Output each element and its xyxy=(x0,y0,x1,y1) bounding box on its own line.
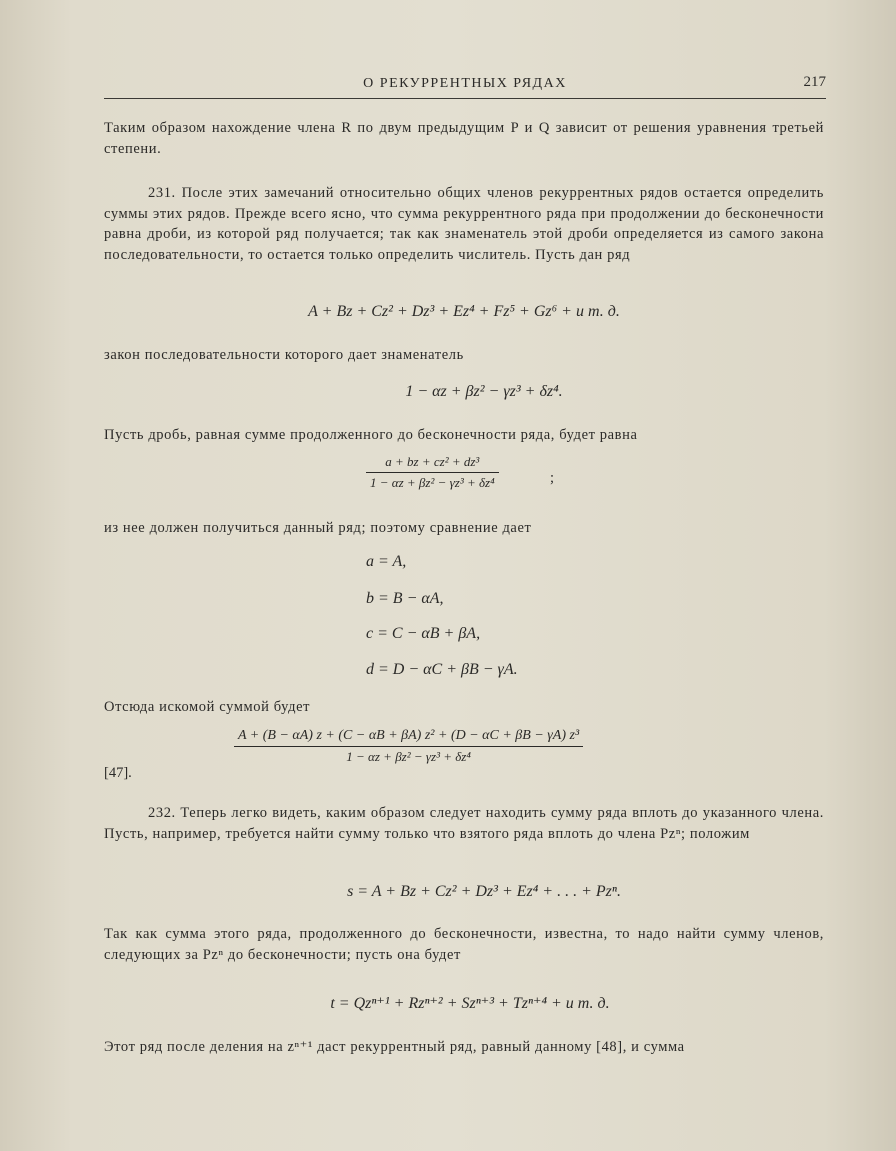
paragraph-1: Таким образом нахождение члена R по двум предыдущим P и Q зависит от решения уравнения третьей степени. xyxy=(104,120,824,157)
paragraph-232: 232. Теперь легко видеть, каким образом следует находить сумму ряда вплоть до указанного члена. Пусть, например, требуется найти сумму только что взятого ряда вплоть до члена Pzⁿ; положим xyxy=(104,805,824,842)
running-title: О РЕКУРРЕНТНЫХ РЯДАХ xyxy=(363,76,567,91)
paragraph-231: 231. После этих замечаний относительно общих членов рекуррентных рядов остается определить суммы этих рядов. Прежде всего ясно, что сумма рекуррентного ряда при продолжении до бесконечности равна дроби, из которой ряд получается; так как знаменатель этой дроби определяется из самого закона последовательности, то остается только определить числитель. Пусть дан ряд xyxy=(104,185,824,263)
fraction-sum xyxy=(234,728,583,765)
paragraph-fraction-intro: Пусть дробь, равная сумме продолженного до бесконечности ряда, будет равна xyxy=(104,427,638,443)
paragraph-law: закон последовательности которого дает знаменатель xyxy=(104,347,464,363)
paragraph-last: Этот ряд после деления на zⁿ⁺¹ даст рекуррентный ряд, равный данному [48], и сумма xyxy=(104,1039,685,1055)
equation-b: b = B − αA, xyxy=(366,590,444,607)
fraction-numerator: a + bz + cz² + dz³ xyxy=(385,454,480,469)
sum-numerator: A + (B − αA) z + (C − αB + βA) z² + (D − αC + βB − γA) z³ xyxy=(238,728,580,743)
equation-s: s = A + Bz + Cz² + Dz³ + Ez⁴ + . . . + Pzⁿ. xyxy=(347,883,621,900)
paragraph-sum-intro: Отсюда искомой суммой будет xyxy=(104,699,311,715)
fraction-general xyxy=(366,454,499,491)
equation-c: c = C − αB + βA, xyxy=(366,625,481,642)
paragraph-tail-intro: Так как сумма этого ряда, продолженного до бесконечности, известна, то надо найти сумму членов, следующих за Pzⁿ до бесконечности; пусть она будет xyxy=(104,926,824,963)
sum-denominator: 1 − αz + βz² − γz³ + δz⁴ xyxy=(234,746,583,765)
equation-label-47: [47]. xyxy=(104,765,132,781)
equation-t: t = Qzⁿ⁺¹ + Rzⁿ⁺² + Szⁿ⁺³ + Tzⁿ⁺⁴ + и т. д. xyxy=(330,995,610,1012)
equation-a: a = A, xyxy=(366,553,407,570)
equation-d: d = D − αC + βB − γA. xyxy=(366,661,518,678)
fraction-denominator: 1 − αz + βz² − γz³ + δz⁴ xyxy=(366,472,499,491)
equation-denominator: 1 − αz + βz² − γz³ + δz⁴. xyxy=(405,383,563,400)
equation-series: A + Bz + Cz² + Dz³ + Ez⁴ + Fz⁵ + Gz⁶ + и т. д. xyxy=(308,303,620,320)
page-header xyxy=(104,76,826,99)
page-number: 217 xyxy=(803,74,826,90)
fraction-punctuation: ; xyxy=(550,470,555,486)
paragraph-comparison: из нее должен получиться данный ряд; поэтому сравнение дает xyxy=(104,520,532,536)
